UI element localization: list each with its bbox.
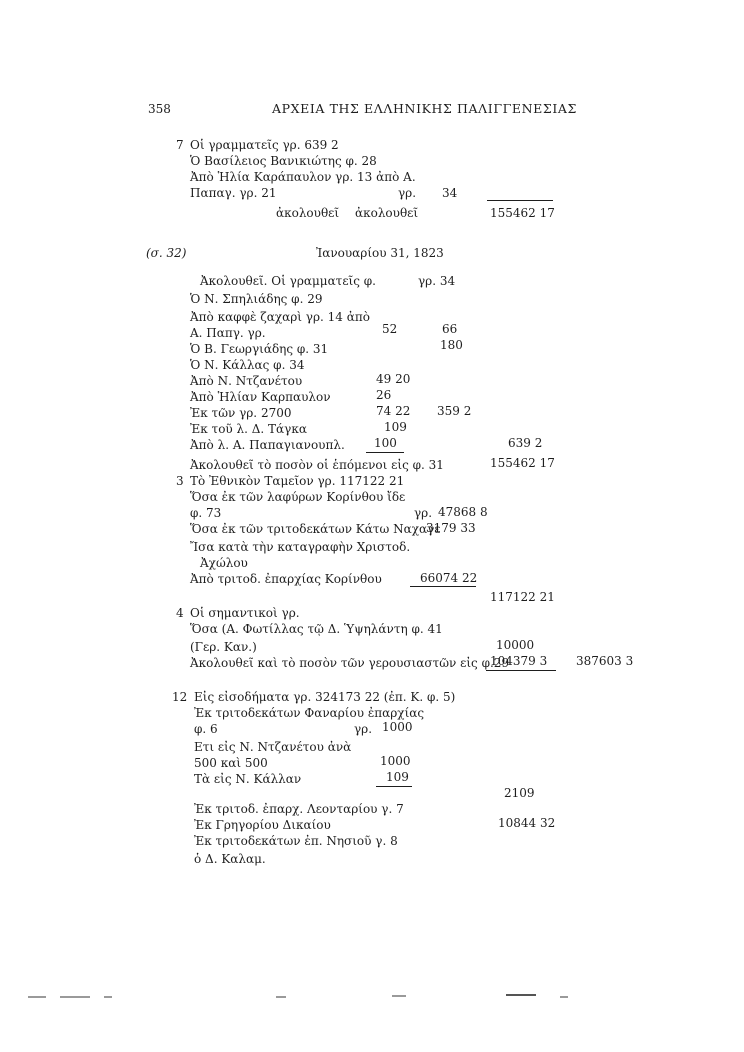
scan-speck bbox=[392, 995, 406, 997]
sum-rule bbox=[366, 452, 404, 453]
amount: 1000 bbox=[380, 754, 411, 768]
sum-rule bbox=[410, 586, 476, 587]
scan-speck bbox=[104, 996, 112, 998]
running-title: ΑΡΧΕΙΑ ΤΗΣ ΕΛΛΗΝΙΚΗΣ ΠΑΛΙΓΓΕΝΕΣΙΑΣ bbox=[272, 101, 577, 116]
sum-rule bbox=[376, 786, 412, 787]
grand-total: 387603 3 bbox=[576, 654, 634, 668]
amount: 66 bbox=[442, 322, 458, 336]
amount: 109 bbox=[384, 420, 407, 434]
carry-forward-total: 155462 17 bbox=[490, 456, 555, 470]
section-marker: (σ. 32) bbox=[146, 246, 187, 260]
currency-abbr: γρ. bbox=[414, 506, 433, 520]
entry-line: Ἀκολουθεῖ καὶ τὸ ποσὸν τῶν γερουσιαστῶν εἰς φ.29 bbox=[190, 656, 510, 670]
entry-line: Ὁ Β. Γεωργιάδης φ. 31 bbox=[190, 342, 329, 356]
subtotal: 117122 21 bbox=[490, 590, 555, 604]
entry-line: Ὁ Ν. Κάλλας φ. 34 bbox=[190, 358, 305, 372]
entry-line: Ἐκ τριτοδ. ἐπαρχ. Λεονταρίου γ. 7 bbox=[194, 802, 404, 816]
amount: 1000 bbox=[382, 720, 413, 734]
entry-number-3: 3 bbox=[176, 474, 184, 488]
entry-line: Ἐκ τριτοδεκάτων Φαναρίου ἐπαρχίας bbox=[194, 706, 425, 720]
amount: 10844 32 bbox=[498, 816, 556, 830]
scan-speck bbox=[560, 996, 568, 998]
scan-speck bbox=[506, 994, 536, 996]
entry-line: Εἰς εἰσοδήματα γρ. 324173 22 (ἐπ. Κ. φ. 5) bbox=[194, 690, 456, 704]
entry-line: Τὰ εἰς Ν. Κάλλαν bbox=[194, 772, 302, 786]
carry-forward-label: ἀκολουθεῖ bbox=[276, 206, 340, 220]
entry-line: (Γερ. Καν.) bbox=[190, 640, 257, 654]
entry-line: Ἀπὸ Ἡλίαν Καρπαυλον bbox=[190, 390, 331, 404]
carry-forward-label: ἀκολουθεῖ bbox=[355, 206, 419, 220]
entry-line: Ἀπὸ λ. Α. Παπαγιανουπλ. bbox=[190, 438, 345, 452]
entry-line: Οἱ σημαντικοὶ γρ. bbox=[190, 606, 300, 620]
amount: γρ. 34 bbox=[418, 274, 456, 288]
entry-line: Ὅσα ἐκ τῶν τριτοδεκάτων Κάτω Ναχαγε bbox=[190, 522, 441, 536]
amount: 109 bbox=[386, 770, 409, 784]
entry-line: Ἀχώλου bbox=[200, 556, 248, 570]
currency-abbr: γρ. bbox=[398, 186, 417, 200]
currency-abbr: γρ. bbox=[354, 722, 373, 736]
entry-line: Ἀπὸ τριτοδ. ἐπαρχίας Κορίνθου bbox=[190, 572, 382, 586]
amount: 34 bbox=[442, 186, 458, 200]
amount: 639 2 bbox=[508, 436, 543, 450]
sum-rule bbox=[487, 200, 553, 201]
entry-line: Παπαγ. γρ. 21 bbox=[190, 186, 277, 200]
amount: 52 bbox=[382, 322, 398, 336]
entry-line: Ὁ Βασίλειος Βανικιώτης φ. 28 bbox=[190, 154, 377, 168]
section-date: Ἰανουαρίου 31, 1823 bbox=[316, 246, 444, 260]
amount: 359 2 bbox=[437, 404, 472, 418]
entry-line: Τὸ Ἐθνικὸν Ταμεῖον γρ. 117122 21 bbox=[190, 474, 405, 488]
entry-line: Ὅσα (Α. Φωτίλλας τῷ Δ. Ὑψηλάντη φ. 41 bbox=[190, 622, 443, 636]
entry-number-12: 12 bbox=[172, 690, 188, 704]
amount: 66074 22 bbox=[420, 571, 478, 585]
entry-line: Ἴσα κατὰ τὴν καταγραφὴν Χριστοδ. bbox=[190, 540, 411, 554]
amount: 10000 bbox=[496, 638, 535, 652]
entry-line: Α. Παπγ. γρ. bbox=[190, 326, 266, 340]
scan-speck bbox=[276, 996, 286, 998]
entry-line: Ἀπὸ καφφὲ ζαχαρὶ γρ. 14 ἀπὸ bbox=[190, 310, 370, 324]
entry-line: φ. 6 bbox=[194, 722, 218, 736]
entry-line: φ. 73 bbox=[190, 506, 222, 520]
page-number: 358 bbox=[148, 102, 171, 116]
entry-line: Ἀκολουθεῖ τὸ ποσὸν οἱ ἑπόμενοι εἰς φ. 31 bbox=[190, 458, 444, 472]
scan-speck bbox=[60, 996, 90, 998]
amount: 104379 3 bbox=[490, 654, 548, 668]
entry-line: Ἀπὸ Ἡλία Καράπαυλον γρ. 13 ἀπὸ Α. bbox=[190, 170, 416, 184]
entry-line: Ἀπὸ Ν. Ντζανέτου bbox=[190, 374, 303, 388]
entry-line: Ἐκ τῶν γρ. 2700 bbox=[190, 406, 292, 420]
entry-line: ὁ Δ. Καλαμ. bbox=[194, 852, 266, 866]
subtotal: 2109 bbox=[504, 786, 535, 800]
entry-line: Οἱ γραμματεῖς γρ. 639 2 bbox=[190, 138, 339, 152]
entry-line: 500 καὶ 500 bbox=[194, 756, 268, 770]
entry-line: Ὁ Ν. Σπηλιάδης φ. 29 bbox=[190, 292, 323, 306]
entry-line: Ἀκολουθεῖ. Οἱ γραμματεῖς φ. bbox=[200, 274, 376, 288]
amount: 100 bbox=[374, 436, 397, 450]
entry-line: Ετι εἰς Ν. Ντζανέτου ἀνὰ bbox=[194, 740, 352, 754]
amount: 74 22 bbox=[376, 404, 411, 418]
entry-line: Ἐκ Γρηγορίου Δικαίου bbox=[194, 818, 331, 832]
entry-line: Ὅσα ἐκ τῶν λαφύρων Κορίνθου ἴδε bbox=[190, 490, 406, 504]
carry-forward-total: 155462 17 bbox=[490, 206, 555, 220]
entry-number-7: 7 bbox=[176, 138, 184, 152]
amount: 49 20 bbox=[376, 372, 411, 386]
amount: 47868 8 bbox=[438, 505, 488, 519]
sum-rule bbox=[486, 670, 556, 671]
scan-speck bbox=[28, 996, 46, 998]
entry-number-4: 4 bbox=[176, 606, 184, 620]
amount: 180 bbox=[440, 338, 463, 352]
amount: 26 bbox=[376, 388, 392, 402]
entry-line: Ἐκ τριτοδεκάτων ἐπ. Νησιοῦ γ. 8 bbox=[194, 834, 398, 848]
amount: 3179 33 bbox=[426, 521, 476, 535]
entry-line: Ἐκ τοῦ λ. Δ. Τάγκα bbox=[190, 422, 307, 436]
